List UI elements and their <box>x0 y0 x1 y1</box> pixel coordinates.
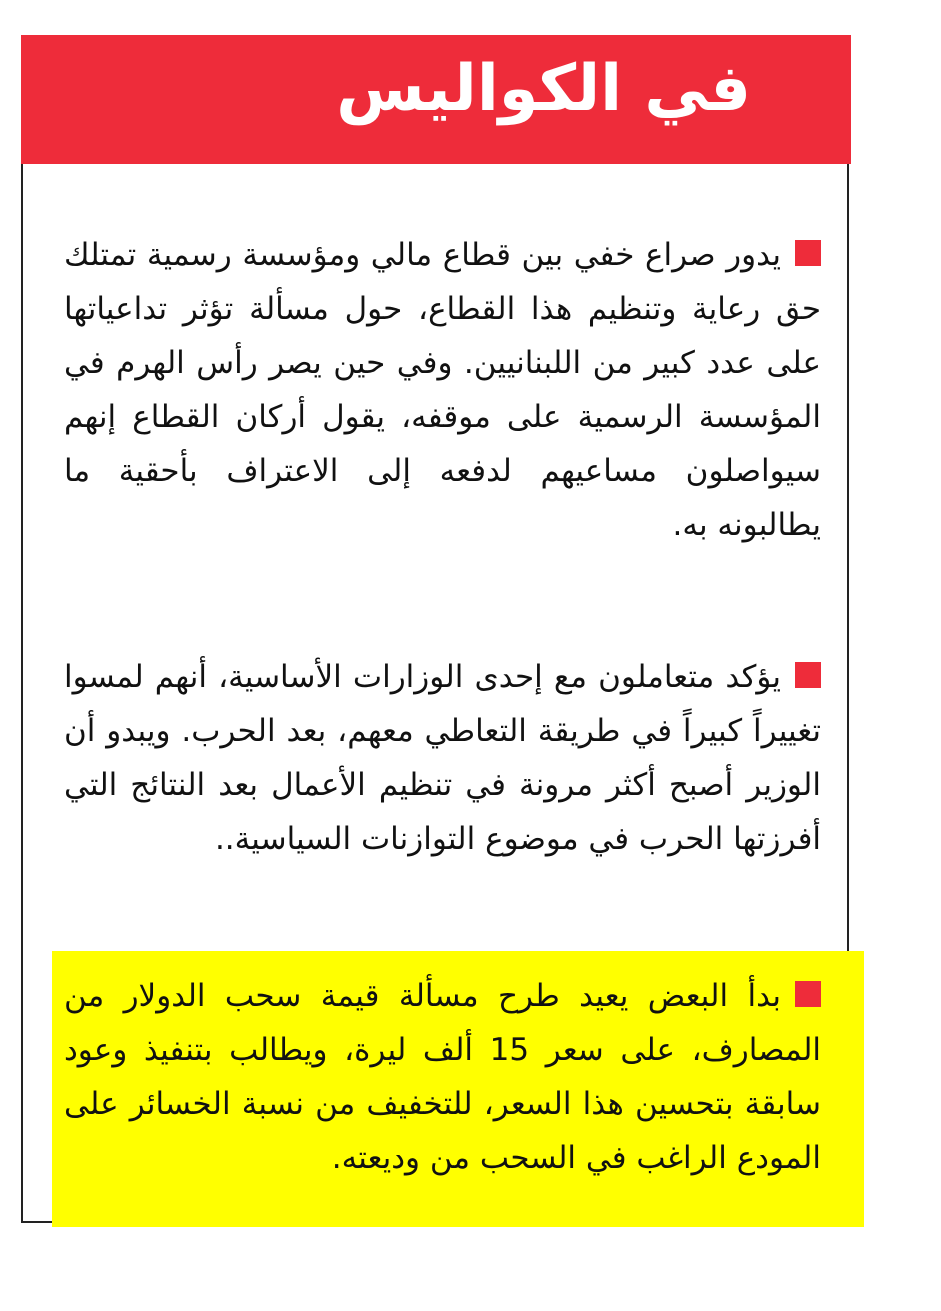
red-square-icon <box>795 240 821 266</box>
column-title: في الكواليس <box>336 52 751 126</box>
red-square-icon <box>795 981 821 1007</box>
red-square-icon <box>795 662 821 688</box>
news-item-3-text: بدأ البعض يعيد طرح مسألة قيمة سحب الدولار من المصارف، على سعر 15 ألف ليرة، ويطالب بتنفيذ وعود سابقة بتحسين هذا السعر، للتخفيف من نسبة الخسائر على المودع الراغب في السحب من وديعته. <box>64 978 821 1176</box>
column-header <box>21 35 851 164</box>
news-item-2-text: يؤكد متعاملون مع إحدى الوزارات الأساسية، أنهم لمسوا تغييراً كبيراً في طريقة التعاطي معهم، بعد الحرب. ويبدو أن الوزير أصبح أكثر مرونة في تنظيم الأعمال بعد النتائج التي أفرزتها الحرب في موضوع التوازنات السياسية.. <box>64 659 821 857</box>
news-item-3 <box>64 969 821 1185</box>
news-item-2 <box>64 650 821 866</box>
news-item-1-text: يدور صراع خفي بين قطاع مالي ومؤسسة رسمية تمتلك حق رعاية وتنظيم هذا القطاع، حول مسألة تؤثر تداعياتها على عدد كبير من اللبنانيين. وفي حين يصر رأس الهرم في المؤسسة الرسمية على موقفه، يقول أركان القطاع إنهم سيواصلون مساعيهم لدفعه إلى الاعتراف بأحقية ما يطالبونه به. <box>64 237 821 543</box>
news-item-1 <box>64 228 821 552</box>
